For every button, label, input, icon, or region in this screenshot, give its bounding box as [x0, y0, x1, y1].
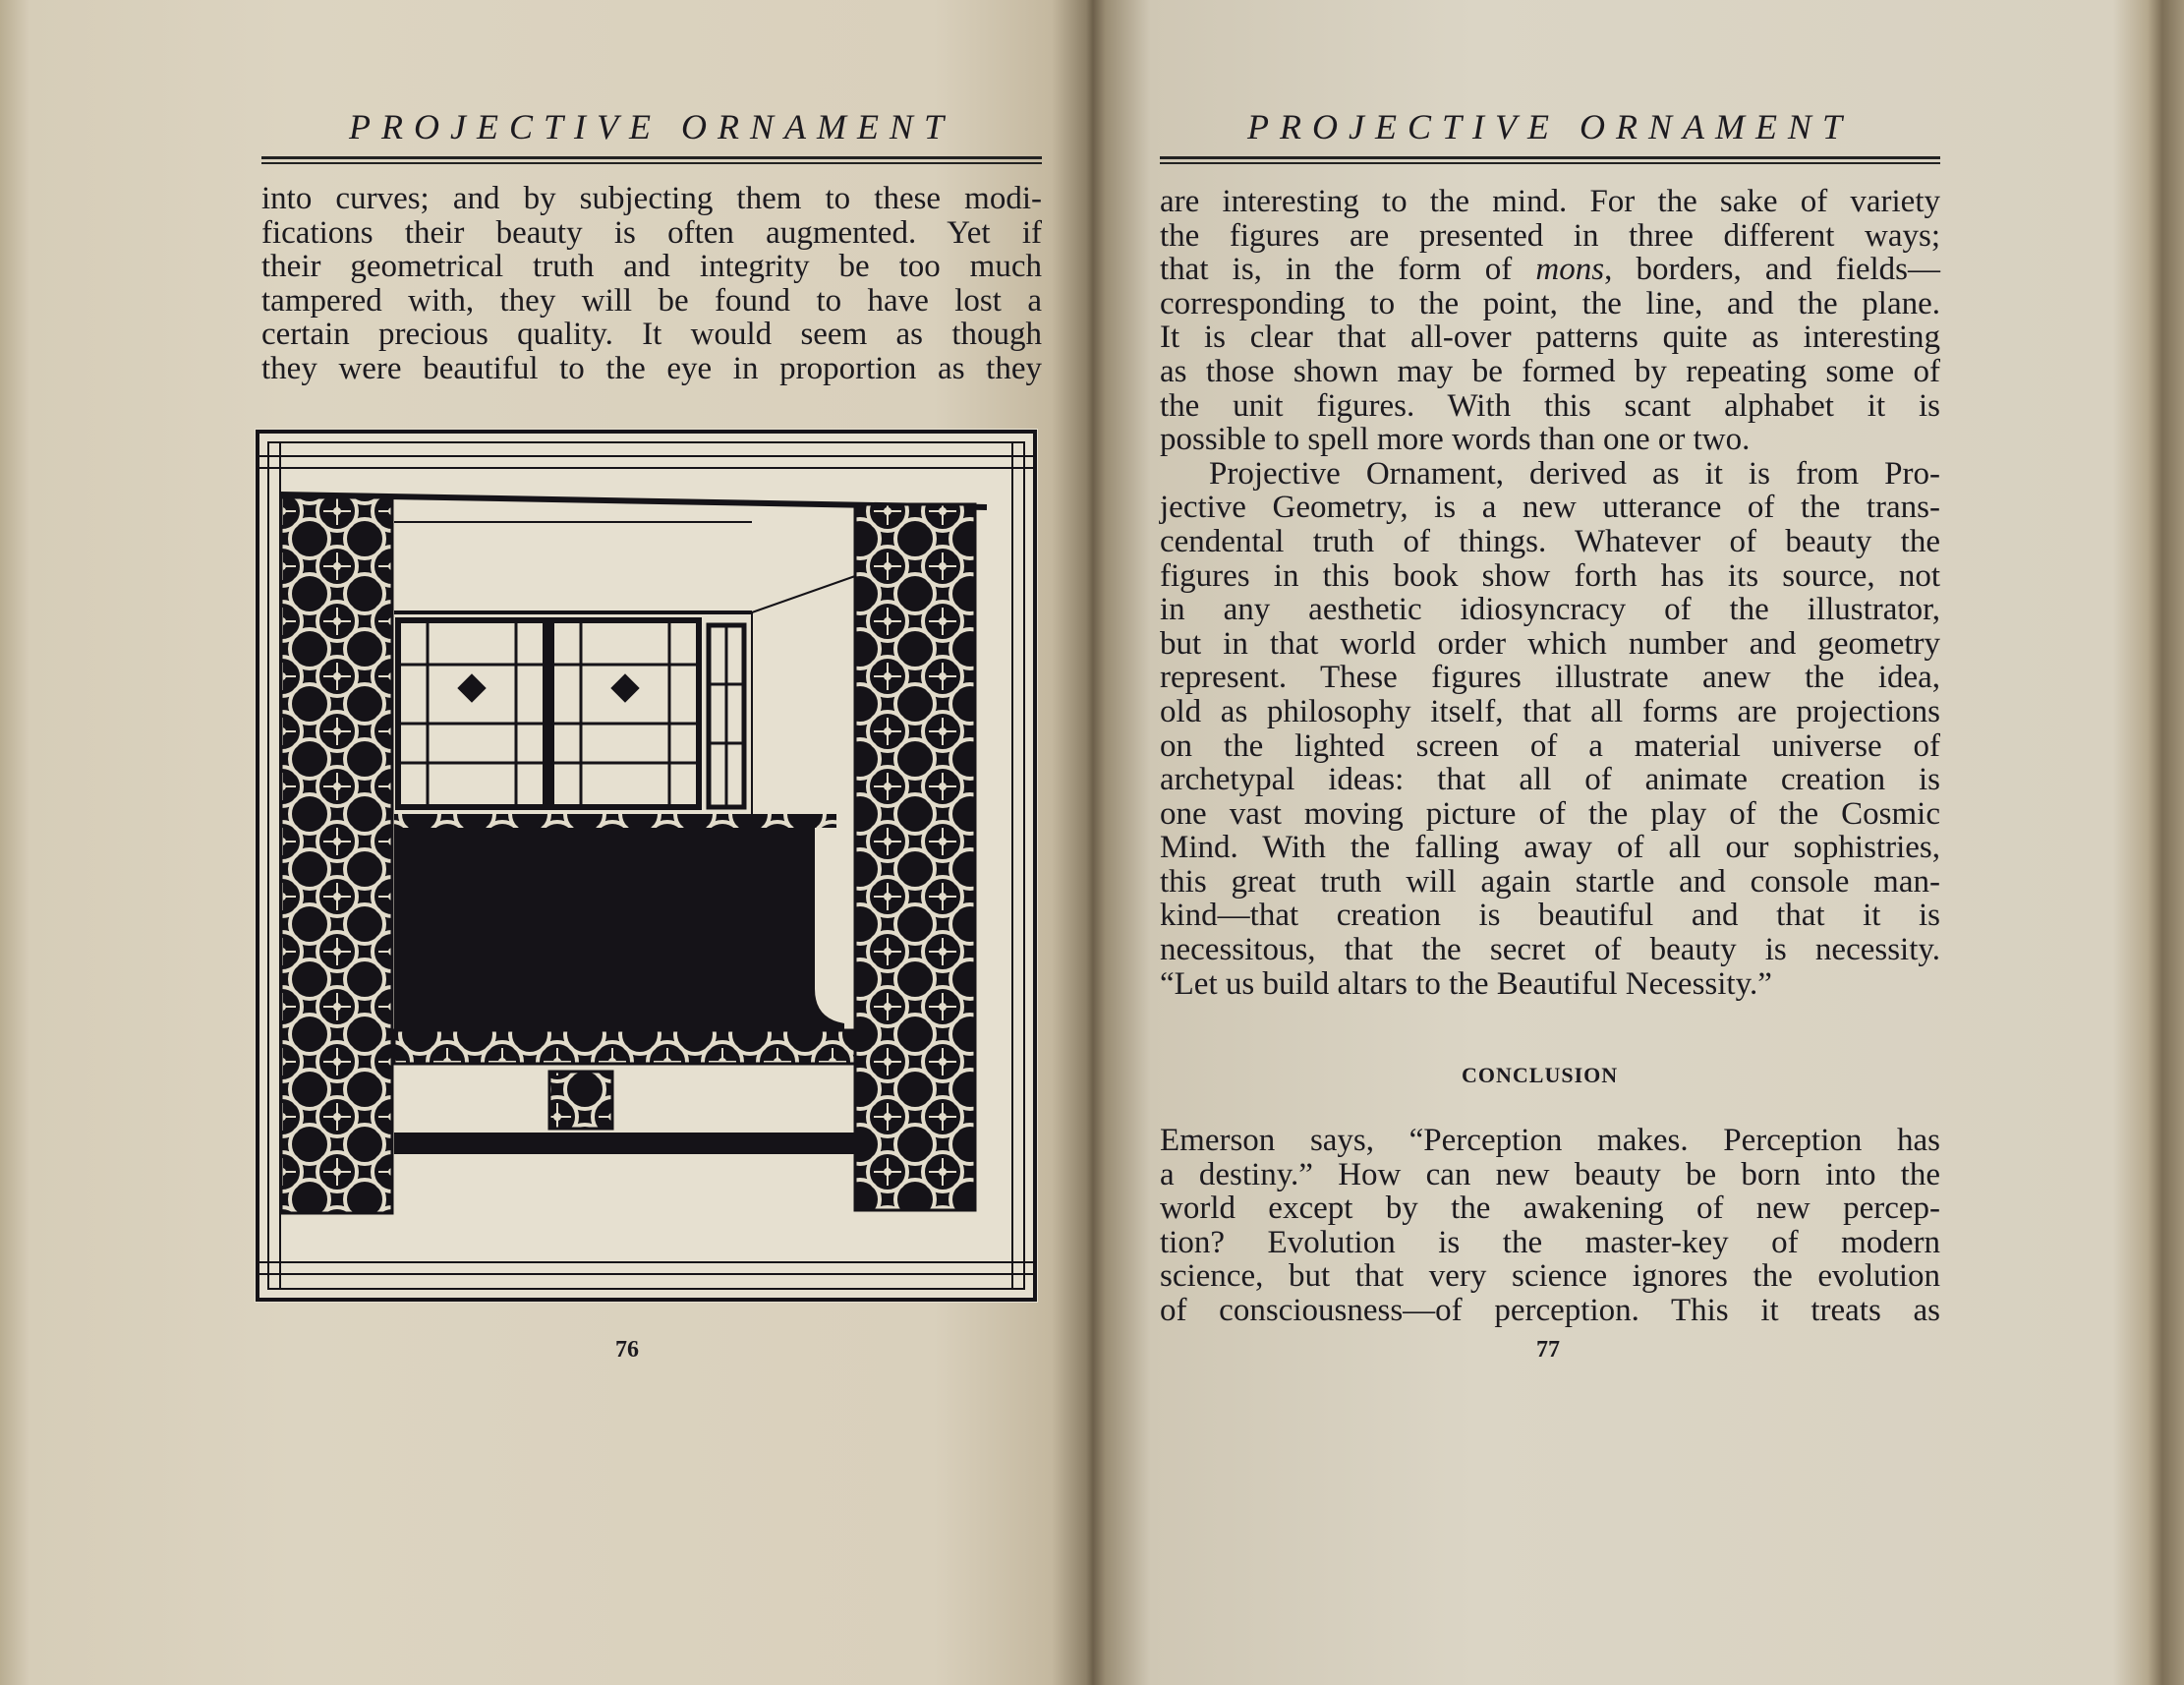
text-line: Emerson says, “Perception makes. Perception has — [1160, 1123, 1940, 1158]
text-line: “Let us build altars to the Beautiful Necessity.” — [1160, 965, 1772, 1002]
header-rule-right — [1160, 156, 1940, 164]
conclusion-text — [1160, 1124, 1940, 1328]
page-number-left: 76 — [615, 1337, 639, 1363]
text-line: kind—that creation is beautiful and that it is — [1160, 898, 1940, 934]
text-segment: , borders, and fields— — [1604, 252, 1940, 288]
text-line: corresponding to the point, the line, and the plane. — [1160, 285, 1940, 321]
header-rule-left — [261, 156, 1042, 164]
text-line: a destiny.” How can new beauty be born into the — [1160, 1156, 1940, 1192]
text-line: Mind. With the falling away of all our sophistries, — [1160, 830, 1940, 866]
running-header-left: PROJECTIVE ORNAMENT — [349, 107, 954, 146]
right-curtain — [855, 504, 975, 1210]
bench-back — [394, 828, 844, 1030]
italic-term: mons — [1535, 252, 1605, 288]
text-line: represent. These figures illustrate anew the idea, — [1160, 660, 1940, 696]
text-line: Projective Ornament, derived as it is from Pro- — [1209, 455, 1940, 492]
text-line: archetypal ideas: that all of animate creation is — [1160, 762, 1940, 798]
text-line: as those shown may be formed by repeating some of — [1160, 353, 1940, 389]
text-line: science, but that very science ignores the evolution — [1160, 1258, 1940, 1295]
text-line: figures in this book show forth has its source, not — [1160, 557, 1940, 594]
text-line: of consciousness—of perception. This it treats as — [1160, 1292, 1940, 1328]
text-line: but in that world order which number and geometry — [1160, 625, 1940, 662]
text-line: certain precious quality. It would seem as though — [261, 317, 1042, 353]
text-line: It is clear that all-over patterns quite as interesting — [1160, 320, 1940, 356]
text-line: this great truth will again startle and console man- — [1160, 863, 1940, 900]
text-line: necessitous, that the secret of beauty is necessity. — [1160, 932, 1940, 968]
text-line: they were beautiful to the eye in proportion as they — [261, 350, 1042, 386]
text-line: tion? Evolution is the master-key of modern — [1160, 1224, 1940, 1260]
text-line: cendental truth of things. Whatever of beauty the — [1160, 523, 1940, 559]
page-number-right: 77 — [1536, 1337, 1560, 1363]
text-line: jective Geometry, is a new utterance of the trans- — [1160, 490, 1940, 526]
illustration-window-seat — [255, 429, 1038, 1303]
text-line: one vast moving picture of the play of the Cosmic — [1160, 795, 1940, 832]
right-body-text — [1160, 185, 1940, 1001]
text-line — [1160, 253, 1940, 287]
bench-seat — [394, 1030, 856, 1064]
left-curtain — [281, 497, 392, 1213]
text-line: are interesting to the mind. For the sake of variety — [1160, 184, 1940, 219]
section-heading: CONCLUSION — [1462, 1063, 1619, 1087]
bench-panel-ornament — [549, 1072, 612, 1129]
text-line: in any aesthetic idiosyncracy of the illustrator, — [1160, 592, 1940, 628]
text-line: world except by the awakening of new percep- — [1160, 1191, 1940, 1227]
bench-trim — [394, 814, 836, 828]
running-header-right: PROJECTIVE ORNAMENT — [1247, 107, 1853, 146]
text-line: fications their beauty is often augmented. Yet if — [261, 214, 1042, 251]
text-line: possible to spell more words than one or two. — [1160, 422, 1751, 458]
text-segment: that is, in the form of — [1160, 252, 1536, 288]
text-line: their geometrical truth and integrity be too much — [261, 249, 1042, 285]
text-line: the figures are presented in three different ways; — [1160, 217, 1940, 254]
left-body-text — [261, 182, 1042, 386]
text-line: the unit figures. With this scant alphabet it is — [1160, 387, 1940, 424]
text-line: tampered with, they will be found to have lost a — [261, 282, 1042, 319]
text-line: into curves; and by subjecting them to these modi- — [261, 181, 1042, 216]
text-line: on the lighted screen of a material universe of — [1160, 727, 1940, 764]
text-line: old as philosophy itself, that all forms are projections — [1160, 693, 1940, 729]
